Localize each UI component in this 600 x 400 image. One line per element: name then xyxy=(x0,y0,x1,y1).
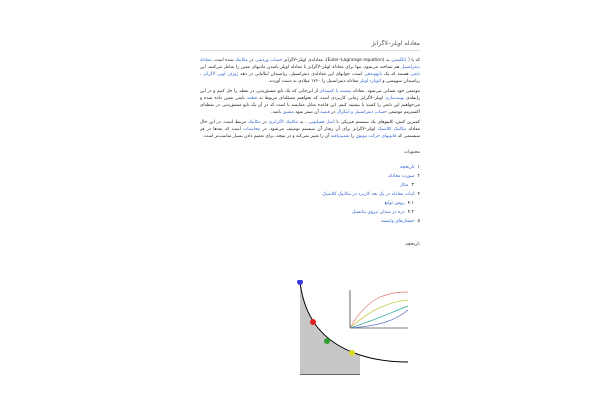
article-link[interactable]: مکانیک لاگرانژی xyxy=(268,120,299,125)
toc-item[interactable]: ۳مثال xyxy=(399,183,414,188)
article-link[interactable]: تابعی xyxy=(410,72,420,77)
table-of-contents xyxy=(200,163,420,226)
article-text: ، به xyxy=(298,120,309,125)
article-text: در xyxy=(247,58,256,63)
article-text: تابعی معین داده شده و می‌خواهیم این تابعی را کمینه یا بیشینه کنیم. این قاعده مثابل مقایسه با است که در آن یک تابع مشتق‌پذیر، در نقطه‌ای اکسترمم موضعی xyxy=(200,96,420,115)
article-text: در xyxy=(260,120,269,125)
article-text: موضعی خود شماتی می‌شود. معادله xyxy=(351,89,420,94)
article-text: ، ریاضیدان سوییسی و xyxy=(200,72,420,84)
article-text: باشد. xyxy=(271,110,283,115)
article-link[interactable]: مکانیک کلاسیک xyxy=(377,127,407,132)
article-text: معادله دیفرانسیل را ۱۷۶۰ میلادی به دست آوردند. xyxy=(267,79,360,84)
article-link[interactable]: انگلیسی xyxy=(391,58,407,63)
article-link[interactable]: قضیه xyxy=(320,110,330,115)
curve-point xyxy=(349,350,355,356)
article-text: کمترین کنش، کلیتوهای یک سیستم فیزیکی با xyxy=(334,120,420,125)
toc-item[interactable]: ۱تاریخچه xyxy=(399,165,420,170)
curve-point xyxy=(297,280,303,285)
inset-curve xyxy=(350,292,408,328)
inset-curve xyxy=(350,306,408,328)
article-link[interactable]: ژوزف لویی لاگرانژ xyxy=(203,72,239,77)
article-text: را xyxy=(349,134,356,139)
article-intro xyxy=(200,57,420,140)
intro-paragraph xyxy=(200,119,420,140)
article-text: از این‌جایی که یک تابع مشتق‌پذیر، در نقطه را حل کنیم و در این رابطه‌ی xyxy=(200,89,420,101)
article-link[interactable]: مشتق xyxy=(282,110,294,115)
article-link[interactable]: حساب وردشی xyxy=(255,58,283,63)
history-heading: تاریخچه xyxy=(405,242,420,247)
brachistochrone-figure xyxy=(280,280,410,375)
article-link[interactable]: تابع‌وندهی xyxy=(364,72,383,77)
article-text: در xyxy=(329,110,337,115)
article-text: است که بعدها در فر سیستمی که xyxy=(200,127,420,139)
article-link[interactable]: بهینه‌سازی xyxy=(385,96,404,101)
article-text: آن را تغییر نمی‌کند و در نتیجه، برای تعمیم دادن بسیار مناسب‌تر است. xyxy=(202,134,331,139)
article-link[interactable]: حساب دیفرانسیل و انتگرال xyxy=(336,110,387,115)
article-text: هم شناخته می‌شود، تنها برای معادلهٔ اویلر–لاگرانژ یا معادله اویلر نامیدن مادیهای معین را شامل می‌کنند، این xyxy=(200,65,402,70)
article-text: شده است. xyxy=(211,58,236,63)
toc-item[interactable]: ۴.۲ذره در میدان نیروی پتانسیل xyxy=(351,210,414,215)
intro-paragraph xyxy=(200,57,420,85)
intro-paragraph xyxy=(200,88,420,116)
article-text: که یا ( xyxy=(406,58,420,63)
article-link[interactable]: مکانیک xyxy=(235,58,248,63)
article-text: مرتبط است. در این حال معادله xyxy=(200,120,420,132)
figure-svg xyxy=(280,280,410,375)
article-text: به (Euler–Lagrange equation)، معادله‌ی اویلر–لاگرانژ xyxy=(282,58,392,63)
toc-item[interactable]: ۴اثبات معادله در یک بعد کاربرد در مکانیک کلاسیک xyxy=(322,192,420,197)
area-under-curve xyxy=(300,282,360,375)
article-text: اویلر–لاگرانژ برای آن رفتار آن سیستم توصیف می‌شود. در xyxy=(260,127,378,132)
article-text: هستند که یک xyxy=(382,72,411,77)
article-text: اویلر–لاگرانژ زمانی کاربردی است که بخواهیم مسئله‌ای مربوط به xyxy=(257,96,386,101)
article-link[interactable]: تعمیم‌یافته xyxy=(330,134,350,139)
toc-item[interactable]: ۴.۱روش توابع xyxy=(384,201,414,206)
article-text: آن صفر شود xyxy=(293,110,321,115)
article-link[interactable]: معادلهٔ دیفرانسیل xyxy=(200,58,420,70)
article-link[interactable]: قانونهای حرکت نیوتون xyxy=(355,134,397,139)
article-link[interactable]: محاسبات xyxy=(243,127,261,132)
article-link[interactable]: اصل همیلتونی xyxy=(308,120,335,125)
toc-heading: محتویات xyxy=(403,150,420,155)
curve-point xyxy=(324,338,330,344)
curve-point xyxy=(310,319,316,325)
page-title: معادله اویلر–لاگرانژ xyxy=(200,40,420,51)
article-link[interactable]: قطعه xyxy=(246,96,258,101)
article-link[interactable]: لئونارد اویلر xyxy=(359,79,382,84)
article-link[interactable]: بیشینه یا کمینه‌ای xyxy=(319,89,352,94)
article-link[interactable]: مکانیک xyxy=(248,120,261,125)
article-text: است، جوابهای این معادله‌ی دیفرانسیل، ریاضیدان ایتالیایی در دهه xyxy=(238,72,365,77)
toc-item[interactable]: ۲صورت معادله xyxy=(388,174,420,179)
toc-item[interactable]: ۵جستارهای وابسته xyxy=(380,219,420,224)
